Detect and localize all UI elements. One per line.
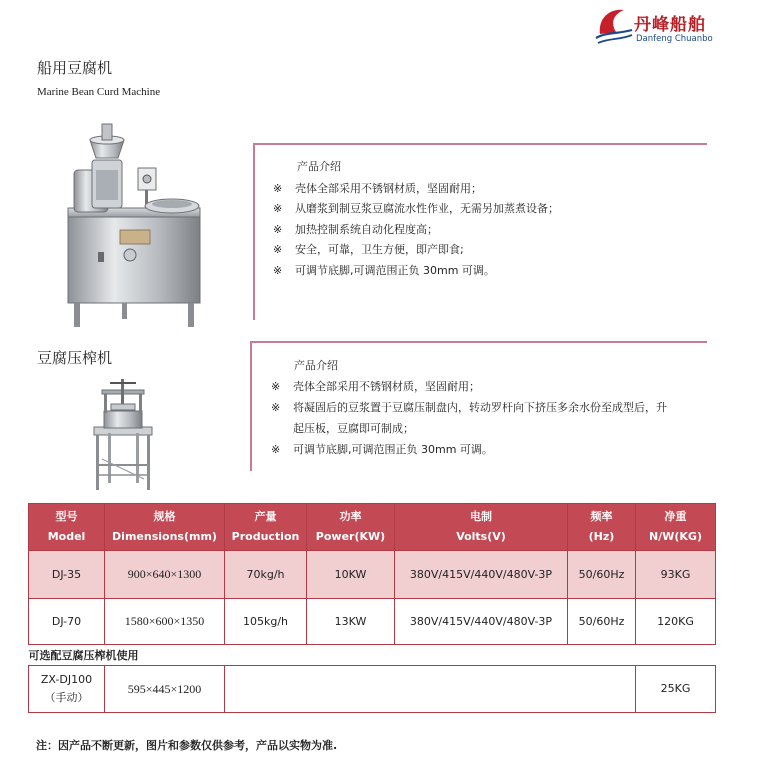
product1-intro-panel bbox=[253, 143, 255, 320]
divider bbox=[255, 143, 707, 145]
cell-production: 70kg/h bbox=[225, 551, 307, 599]
header-model: 型号 Model bbox=[29, 504, 105, 551]
table-row bbox=[29, 551, 716, 599]
divider bbox=[252, 341, 707, 343]
optional-label: 可选配豆腐压榨机使用 bbox=[29, 645, 716, 666]
logo-icon bbox=[594, 4, 634, 48]
product2-feature: ※ 将凝固后的豆浆置于豆腐压制盘内，转动罗杆向下挤压多余水份至成型后，升 bbox=[271, 401, 667, 414]
table-row bbox=[29, 599, 716, 645]
product1-feature: ※ 从磨浆到制豆浆豆腐流水性作业，无需另加蒸煮设备； bbox=[273, 202, 559, 215]
cell-volts: 380V/415V/440V/480V-3P bbox=[395, 551, 568, 599]
cell-weight: 25KG bbox=[636, 666, 716, 713]
logo-name-en: Danfeng Chuanbo bbox=[636, 34, 713, 44]
product1-feature: ※ 可调节底脚,可调范围正负 30mm 可调。 bbox=[273, 264, 495, 277]
product2-feature: ※ 壳体全部采用不锈钢材质，坚固耐用； bbox=[271, 380, 480, 393]
header-frequency: 频率 (Hz) bbox=[568, 504, 636, 551]
product1-intro-heading: 产品介绍 bbox=[297, 160, 341, 173]
product2-title-cn: 豆腐压榨机 bbox=[37, 349, 113, 367]
header-volts: 电制 Volts(V) bbox=[395, 504, 568, 551]
footnote: 注：因产品不断更新，图片和参数仅供参考，产品以实物为准. bbox=[36, 739, 338, 752]
header-weight: 净重 N/W(KG) bbox=[636, 504, 716, 551]
product1-feature: ※ 安全，可靠，卫生方便，即产即食; bbox=[273, 243, 464, 256]
header-production: 产量 Production bbox=[225, 504, 307, 551]
product2-intro-heading: 产品介绍 bbox=[294, 359, 338, 372]
bean-curd-machine-image bbox=[60, 120, 210, 330]
cell-weight: 120KG bbox=[636, 599, 716, 645]
product1-feature: ※ 加热控制系统自动化程度高； bbox=[273, 223, 438, 236]
product2-intro-panel bbox=[250, 341, 252, 471]
header-dimensions: 规格 Dimensions(mm) bbox=[105, 504, 225, 551]
optional-label-row bbox=[29, 645, 716, 666]
company-logo bbox=[594, 4, 714, 48]
product2-feature: ※ 可调节底脚,可调范围正负 30mm 可调。 bbox=[271, 443, 493, 456]
product2-feature-continued: 起压板，豆腐即可制成； bbox=[293, 422, 414, 435]
optional-table-row bbox=[29, 666, 716, 713]
product1-title-cn: 船用豆腐机 bbox=[37, 59, 113, 77]
cell-model: ZX-DJ100 （手动） bbox=[29, 666, 105, 713]
cell-dimensions: 595×445×1200 bbox=[105, 666, 225, 713]
cell-power: 10KW bbox=[307, 551, 395, 599]
cell-empty bbox=[225, 666, 636, 713]
tofu-press-machine-image bbox=[80, 375, 165, 495]
cell-frequency: 50/60Hz bbox=[568, 551, 636, 599]
cell-weight: 93KG bbox=[636, 551, 716, 599]
product1-feature: ※ 壳体全部采用不锈钢材质，坚固耐用； bbox=[273, 182, 482, 195]
cell-production: 105kg/h bbox=[225, 599, 307, 645]
product1-title-en: Marine Bean Curd Machine bbox=[37, 86, 161, 98]
cell-model: DJ-35 bbox=[29, 551, 105, 599]
cell-frequency: 50/60Hz bbox=[568, 599, 636, 645]
cell-dimensions: 900×640×1300 bbox=[105, 551, 225, 599]
table-header-row bbox=[29, 504, 716, 551]
logo-name-cn: 丹峰船舶 bbox=[634, 15, 706, 35]
spec-table bbox=[28, 503, 716, 713]
cell-power: 13KW bbox=[307, 599, 395, 645]
cell-volts: 380V/415V/440V/480V-3P bbox=[395, 599, 568, 645]
cell-dimensions: 1580×600×1350 bbox=[105, 599, 225, 645]
header-power: 功率 Power(KW) bbox=[307, 504, 395, 551]
cell-model: DJ-70 bbox=[29, 599, 105, 645]
